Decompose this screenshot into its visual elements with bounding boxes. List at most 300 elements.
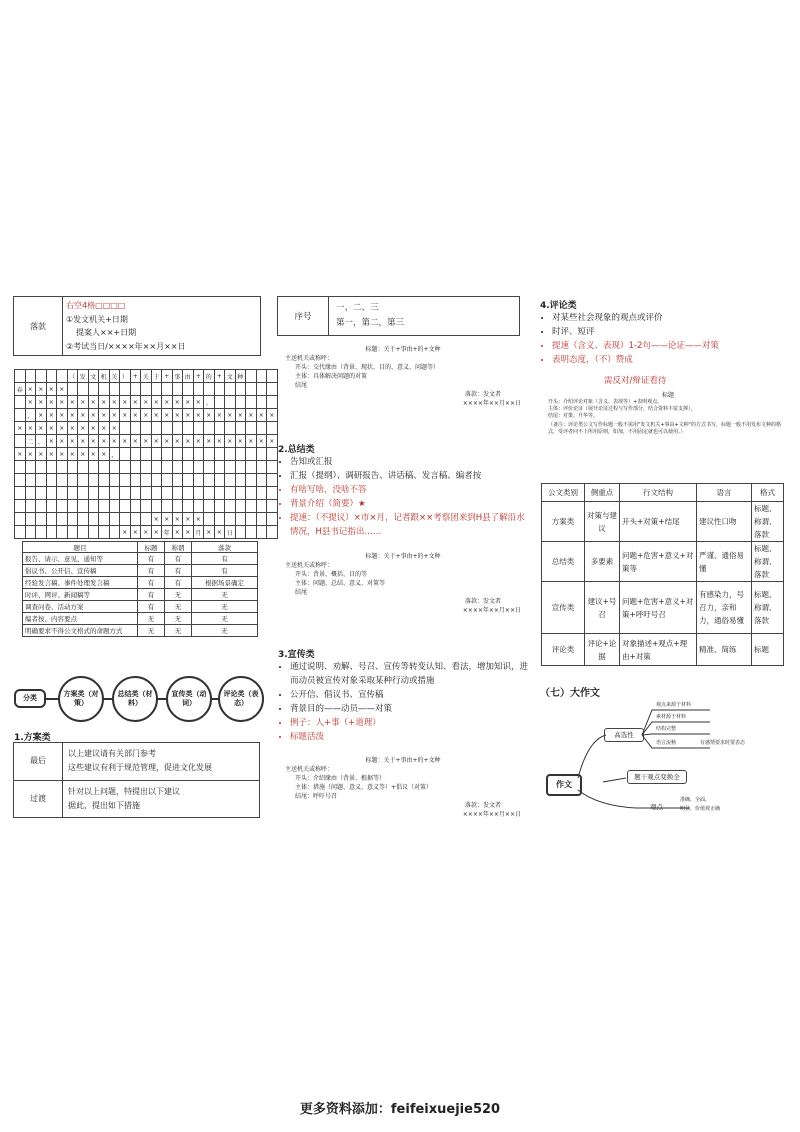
grid-cell — [130, 487, 141, 500]
table-cell: 标题 — [752, 634, 784, 666]
example-line: 开头：交代缘由（背景、现状、目的、意义、问题等） — [295, 364, 440, 371]
grid-cell — [88, 500, 99, 513]
grid-cell — [67, 526, 78, 539]
grid-cell — [204, 513, 215, 526]
grid-cell: × — [183, 435, 194, 448]
grid-cell: × — [46, 409, 57, 422]
grid-cell: × — [267, 409, 278, 422]
grid-cell: × — [162, 396, 173, 409]
grid-cell — [120, 513, 131, 526]
grid-cell: × — [204, 409, 215, 422]
commentary-extra: 需反对/辩证看待 — [604, 376, 667, 386]
grid-cell — [172, 487, 183, 500]
grid-cell — [141, 487, 152, 500]
grid-cell: × — [67, 435, 78, 448]
grid-cell — [235, 396, 246, 409]
grid-cell: × — [78, 435, 89, 448]
grid-cell — [235, 474, 246, 487]
bullet-item: • 通过说明、劝解、号召、宣传等转变认知、看法，增加知识，进而动员被宣传对象采取某种行动或措施 — [290, 660, 528, 688]
grid-cell — [246, 500, 257, 513]
grid-cell — [78, 461, 89, 474]
grid-cell — [214, 448, 225, 461]
table-cell: 有 — [138, 553, 165, 565]
grid-cell — [214, 500, 225, 513]
grid-cell: 、 — [25, 409, 36, 422]
grid-cell: × — [120, 435, 131, 448]
grid-cell: × — [25, 422, 36, 435]
grid-cell: × — [193, 513, 204, 526]
table-row — [23, 613, 258, 625]
grid-cell: × — [57, 448, 68, 461]
table-cell: 有 — [138, 577, 165, 589]
mindmap-leaf: 结构完整 — [656, 726, 677, 732]
example-sign: 落款：发文者 — [464, 391, 501, 398]
commentary-bullets — [542, 311, 798, 367]
grid-cell — [225, 383, 236, 396]
grid-cell — [88, 513, 99, 526]
grid-cell — [214, 422, 225, 435]
grid-cell — [183, 448, 194, 461]
table-cell: 评论+论据 — [585, 634, 620, 666]
grid-cell: × — [172, 435, 183, 448]
grid-cell: 年 — [162, 526, 173, 539]
table-row — [542, 582, 784, 634]
grid-cell: 种 — [235, 370, 246, 383]
grid-cell — [67, 474, 78, 487]
bullet-item: • 例子：人+事（+道理） — [290, 716, 528, 730]
grid-cell — [130, 513, 141, 526]
grid-cell — [88, 383, 99, 396]
grid-cell: × — [183, 526, 194, 539]
grid-cell — [267, 448, 278, 461]
grid-cell: × — [57, 435, 68, 448]
grid-cell: 事 — [172, 370, 183, 383]
grid-cell: × — [151, 513, 162, 526]
grid-cell — [130, 383, 141, 396]
grid-cell: × — [225, 409, 236, 422]
example-title: 标题：关于+事由+的+文种 — [365, 346, 441, 353]
flow-node: 总结类（材料） — [112, 676, 158, 722]
grid-cell: × — [235, 435, 246, 448]
grid-cell — [15, 500, 26, 513]
grid-cell — [193, 448, 204, 461]
grid-cell: 春 — [15, 383, 26, 396]
grid-cell: × — [78, 448, 89, 461]
table-cell: 对象描述+观点+理由+对策 — [620, 634, 697, 666]
grid-cell — [46, 461, 57, 474]
grid-cell: × — [109, 422, 120, 435]
summary-bullets — [280, 455, 528, 539]
grid-cell: + — [162, 370, 173, 383]
grid-cell — [193, 474, 204, 487]
table-cell: 经验发言稿、事件处理发言稿 — [23, 577, 138, 589]
grid-cell — [57, 500, 68, 513]
grid-cell — [15, 487, 26, 500]
grid-cell — [183, 422, 194, 435]
grid-cell — [78, 500, 89, 513]
grid-cell — [193, 461, 204, 474]
grid-cell: × — [99, 422, 110, 435]
table-cell: 问题+危害+意义+对策+呼吁号召 — [620, 582, 697, 634]
grid-cell — [256, 474, 267, 487]
grid-cell — [25, 526, 36, 539]
grid-cell — [267, 370, 278, 383]
grid-cell — [151, 461, 162, 474]
grid-cell — [214, 513, 225, 526]
grid-cell — [57, 526, 68, 539]
grid-cell: × — [120, 396, 131, 409]
bullet-item: • 对某些社会现象的观点或评价 — [552, 311, 798, 325]
table-cell: 方案类 — [542, 502, 585, 542]
grid-cell — [25, 500, 36, 513]
table-cell: 有 — [138, 565, 165, 577]
bullet-item: • 表明态度，（不）赞成 — [552, 353, 798, 367]
grid-cell — [130, 422, 141, 435]
grid-cell — [246, 461, 257, 474]
grid-cell — [120, 422, 131, 435]
grid-cell: 的 — [204, 370, 215, 383]
grid-cell — [204, 474, 215, 487]
grid-cell: × — [57, 396, 68, 409]
bullet-item: • 标题活泼 — [290, 730, 528, 744]
grid-cell — [246, 513, 257, 526]
mindmap-branch: 题干观点变换全 — [627, 770, 687, 784]
grid-cell: × — [67, 409, 78, 422]
example-block-1 — [285, 345, 521, 419]
grid-cell — [120, 383, 131, 396]
grid-cell — [225, 461, 236, 474]
grid-cell: × — [183, 409, 194, 422]
grid-cell: × — [130, 526, 141, 539]
grid-cell — [15, 370, 26, 383]
grid-cell — [172, 422, 183, 435]
signature-line: 提案人××+日期 — [76, 328, 137, 337]
grid-cell — [57, 513, 68, 526]
example-line: 主体：问题、总结、意义、对策等 — [295, 580, 386, 587]
table-cell: 精准、简练 — [697, 634, 752, 666]
grid-cell — [204, 500, 215, 513]
grid-cell — [267, 487, 278, 500]
grid-cell: × — [99, 435, 110, 448]
table-cell: 严谨、通俗易懂 — [697, 542, 752, 582]
grid-cell — [99, 461, 110, 474]
table-row — [23, 625, 258, 637]
closing-line: 这些建议有利于规范管理，促进文化发展 — [68, 763, 212, 772]
example-block-2 — [285, 552, 521, 626]
bullet-item: • 时评、短评 — [552, 325, 798, 339]
grid-cell: × — [25, 383, 36, 396]
grid-cell: × — [15, 422, 26, 435]
grid-cell: × — [88, 422, 99, 435]
grid-cell — [99, 526, 110, 539]
signature-label: 落款 — [14, 297, 63, 355]
signature-lines — [66, 299, 260, 353]
table-cell: 无 — [192, 601, 258, 613]
grid-cell — [141, 448, 152, 461]
grid-cell: × — [141, 409, 152, 422]
grid-cell: 由 — [183, 370, 194, 383]
table-header: 题目 — [23, 542, 138, 553]
grid-cell — [162, 500, 173, 513]
grid-cell: × — [256, 409, 267, 422]
bullet-item: • 背景目的——动员——对策 — [290, 702, 528, 716]
table-row — [542, 542, 784, 582]
mindmap-leaf-extra: 有感情要求时要表态 — [700, 740, 746, 746]
example-title: 标题 — [661, 392, 674, 399]
table-cell: 多要素 — [585, 542, 620, 582]
grid-cell — [57, 461, 68, 474]
grid-cell — [246, 396, 257, 409]
grid-cell: × — [214, 435, 225, 448]
table-header: 落款 — [192, 542, 258, 553]
grid-cell — [120, 500, 131, 513]
grid-cell: × — [36, 396, 47, 409]
grid-cell — [183, 500, 194, 513]
grid-cell: 月 — [193, 526, 204, 539]
grid-cell — [193, 422, 204, 435]
table-cell: 倡议书、公开信、宣传稿 — [23, 565, 138, 577]
grid-cell: × — [46, 448, 57, 461]
grid-cell — [109, 383, 120, 396]
grid-cell: × — [57, 422, 68, 435]
grid-cell: 日 — [225, 526, 236, 539]
grid-cell — [36, 487, 47, 500]
grid-cell: ， — [109, 448, 120, 461]
example-sign: 落款：发文者 — [464, 802, 501, 809]
flow-start: 分类 — [14, 689, 46, 708]
grid-cell — [88, 526, 99, 539]
signature-line: ②考试当日/××××年××月××日 — [66, 341, 186, 351]
grid-cell: × — [36, 422, 47, 435]
numbering-label: 序号 — [278, 297, 329, 335]
table-cell: 无 — [138, 625, 165, 637]
grid-cell — [15, 526, 26, 539]
grid-cell — [25, 474, 36, 487]
grid-cell — [151, 383, 162, 396]
grid-cell — [162, 474, 173, 487]
grid-cell — [99, 383, 110, 396]
grid-cell — [109, 500, 120, 513]
grid-cell — [225, 500, 236, 513]
grid-cell — [99, 500, 110, 513]
grid-cell — [25, 461, 36, 474]
grid-cell — [214, 474, 225, 487]
grid-cell: + — [214, 370, 225, 383]
grid-cell — [109, 461, 120, 474]
flow-node: 评论类（表态） — [218, 676, 264, 722]
grid-cell — [267, 474, 278, 487]
grid-cell: + — [130, 370, 141, 383]
grid-cell: × — [162, 513, 173, 526]
grid-cell — [183, 487, 194, 500]
grid-cell: × — [151, 435, 162, 448]
grid-cell — [246, 448, 257, 461]
table-header: 格式 — [752, 484, 784, 502]
section-title: 3.宣传类 — [278, 650, 315, 660]
grid-cell — [204, 422, 215, 435]
grid-cell — [235, 487, 246, 500]
example-line: 主体：具体解决问题的对策 — [295, 373, 368, 380]
bullet-item: • 告知或汇报 — [290, 455, 528, 469]
example-line: 结尾 — [295, 382, 308, 389]
table-cell: 无 — [192, 589, 258, 601]
closing-line: 针对以上问题，特提出以下建议 — [68, 787, 180, 796]
table-cell: 总结类 — [542, 542, 585, 582]
grid-cell — [78, 513, 89, 526]
grid-cell: × — [193, 409, 204, 422]
grid-cell: × — [36, 383, 47, 396]
example-title: 标题：关于+事由+的+文种 — [365, 553, 441, 560]
grid-cell — [141, 422, 152, 435]
grid-cell — [225, 396, 236, 409]
table-header: 语言 — [697, 484, 752, 502]
grid-cell: × — [88, 409, 99, 422]
grid-cell — [214, 383, 225, 396]
section-title: 4.评论类 — [540, 301, 577, 311]
footer-text: 更多资料添加：feifeixuejie520 — [299, 1102, 501, 1117]
closing-value — [68, 785, 180, 813]
grid-cell — [88, 474, 99, 487]
grid-cell — [109, 474, 120, 487]
grid-cell: 二 — [25, 435, 36, 448]
grid-cell — [267, 383, 278, 396]
closing-key: 最后 — [30, 756, 46, 765]
grid-cell: × — [57, 409, 68, 422]
grid-cell — [172, 461, 183, 474]
grid-cell: （ — [67, 370, 78, 383]
grid-cell — [88, 487, 99, 500]
grid-cell — [172, 448, 183, 461]
grid-cell — [141, 474, 152, 487]
table-cell: 标题、称谓、落款 — [752, 502, 784, 542]
grid-cell: × — [141, 526, 152, 539]
table-header: 公文类别 — [542, 484, 585, 502]
grid-cell — [204, 487, 215, 500]
grid-cell — [67, 513, 78, 526]
grid-cell: × — [267, 435, 278, 448]
grid-cell — [246, 383, 257, 396]
grid-cell — [15, 396, 26, 409]
grid-cell — [78, 526, 89, 539]
grid-cell — [120, 448, 131, 461]
example-line: 开头：介绍评论对象（含义、表现等）+表明观点。 — [548, 399, 663, 405]
grid-cell: × — [141, 435, 152, 448]
grid-cell — [256, 500, 267, 513]
grid-cell: × — [78, 396, 89, 409]
example-org: 主送机关或称呼： — [285, 766, 334, 773]
grid-cell — [78, 474, 89, 487]
closing-line: 据此，提出如下措施 — [68, 801, 140, 810]
closing-key: 过渡 — [30, 794, 46, 803]
grid-cell — [15, 474, 26, 487]
grid-cell: × — [204, 526, 215, 539]
grid-cell — [151, 422, 162, 435]
grid-cell — [214, 487, 225, 500]
grid-cell — [46, 474, 57, 487]
grid-cell: × — [67, 396, 78, 409]
grid-cell — [36, 526, 47, 539]
grid-cell — [67, 500, 78, 513]
grid-cell: × — [130, 435, 141, 448]
table-row — [23, 553, 258, 565]
grid-cell — [193, 383, 204, 396]
grid-cell: × — [214, 526, 225, 539]
grid-cell — [25, 370, 36, 383]
table-row — [542, 634, 784, 666]
grid-cell: × — [109, 396, 120, 409]
grid-cell — [235, 383, 246, 396]
grid-cell — [109, 513, 120, 526]
grid-cell — [256, 396, 267, 409]
grid-cell — [214, 396, 225, 409]
bullet-item: • 有啥写啥，没啥不答 — [290, 483, 528, 497]
grid-cell — [99, 513, 110, 526]
grid-cell: × — [183, 396, 194, 409]
example-date: ××××年××月××日 — [462, 400, 521, 407]
grid-cell — [46, 526, 57, 539]
grid-cell — [67, 461, 78, 474]
grid-cell — [172, 383, 183, 396]
bullet-item: • 提速（含义、表现）1-2句——论证——对策 — [552, 339, 798, 353]
signature-line: 右空4格□□□□ — [66, 301, 126, 310]
grid-cell — [225, 448, 236, 461]
grid-cell: 文 — [88, 370, 99, 383]
signature-box — [13, 296, 261, 356]
grid-cell: × — [172, 409, 183, 422]
table-cell: 建议性口吻 — [697, 502, 752, 542]
numbering-line: 一、二、三 — [336, 303, 379, 313]
grid-cell — [15, 513, 26, 526]
flow-node: 方案类（对策） — [58, 676, 104, 722]
grid-cell: × — [99, 396, 110, 409]
example-line: 结尾 — [295, 589, 308, 596]
grid-cell: 于 — [151, 370, 162, 383]
table-header: 侧重点 — [585, 484, 620, 502]
grid-cell — [235, 500, 246, 513]
grid-cell — [256, 526, 267, 539]
table-cell: 宣传类 — [542, 582, 585, 634]
grid-cell: × — [67, 448, 78, 461]
grid-cell — [130, 500, 141, 513]
title-format-grid — [14, 369, 278, 539]
numbering-box — [277, 296, 520, 336]
grid-cell — [141, 461, 152, 474]
grid-cell — [267, 396, 278, 409]
grid-cell — [225, 422, 236, 435]
grid-cell — [225, 474, 236, 487]
table-row — [23, 577, 258, 589]
grid-cell: × — [88, 435, 99, 448]
grid-cell: 、 — [36, 435, 47, 448]
mindmap-leaf: 素材源于材料 — [656, 714, 687, 720]
table-cell: 调查问卷、活动方案 — [23, 601, 138, 613]
grid-cell — [78, 487, 89, 500]
grid-cell — [67, 383, 78, 396]
grid-cell — [256, 370, 267, 383]
grid-cell: × — [88, 396, 99, 409]
grid-cell: × — [256, 435, 267, 448]
grid-cell: × — [214, 409, 225, 422]
table-cell: 有 — [138, 589, 165, 601]
table-cell: 有 — [192, 565, 258, 577]
grid-cell: × — [151, 526, 162, 539]
grid-cell: × — [172, 513, 183, 526]
grid-cell — [256, 487, 267, 500]
example-line: 开头：介绍缘由（背景、根据等） — [295, 775, 386, 782]
grid-cell — [141, 500, 152, 513]
bullet-item: • 公开信、倡议书、宣传稿 — [290, 688, 528, 702]
grid-cell — [109, 487, 120, 500]
